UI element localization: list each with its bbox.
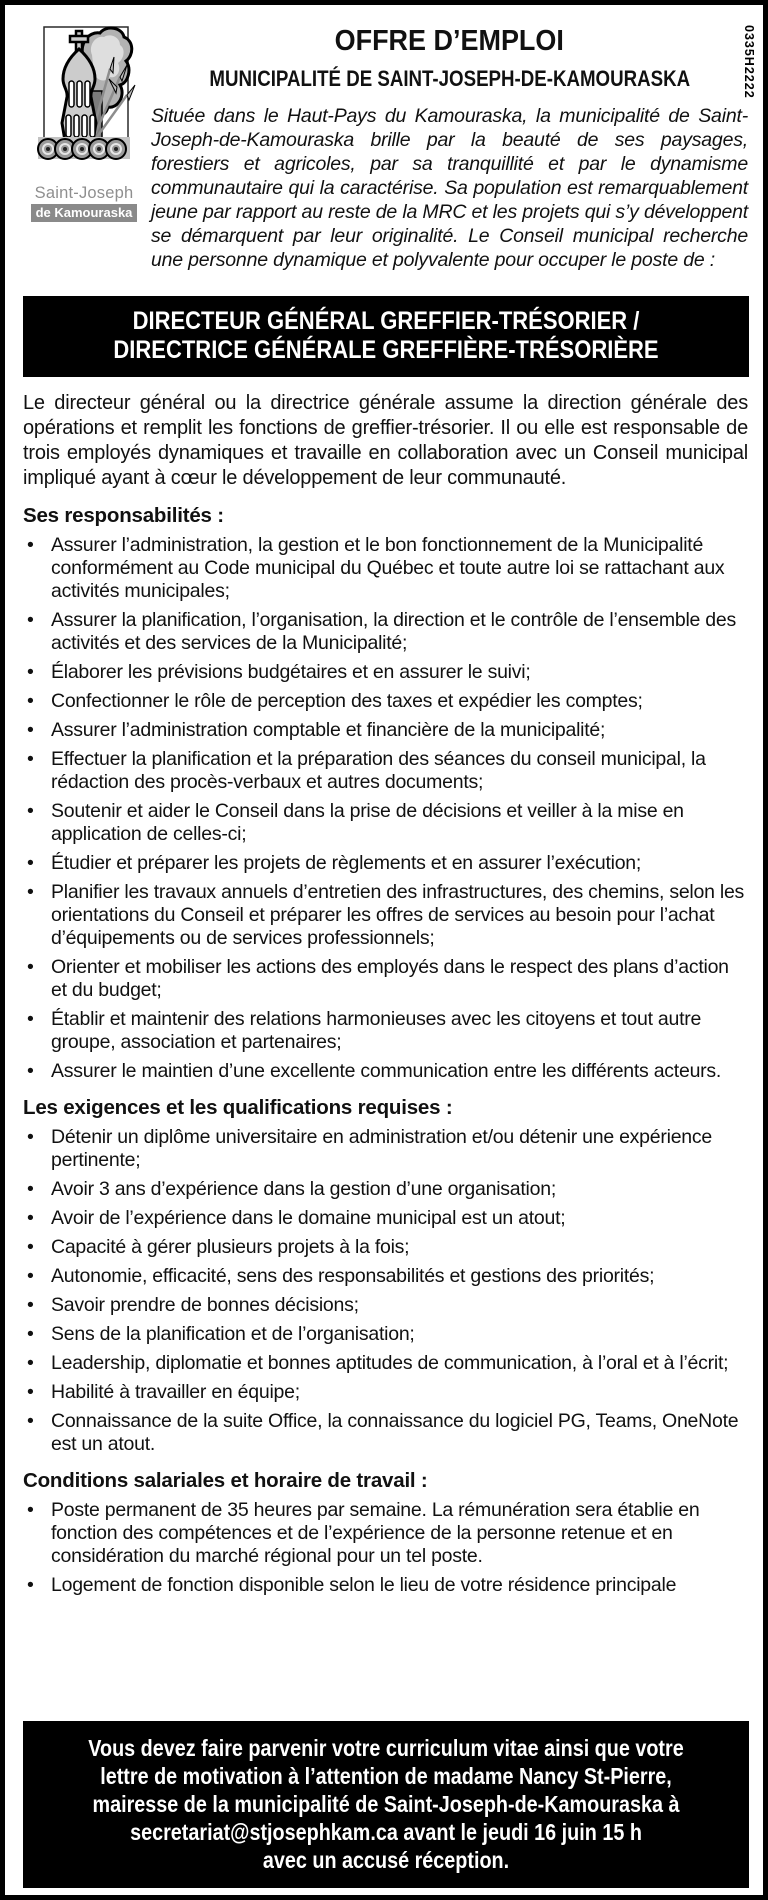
list-item-text: Leadership, diplomatie et bonnes aptitudes de communication, à l’oral et à l’écrit; — [51, 1352, 729, 1374]
bullet-icon: • — [27, 719, 34, 741]
list-item-text: Autonomie, efficacité, sens des responsabilités et gestions des priorités; — [51, 1265, 655, 1287]
list-item-text: Orienter et mobiliser les actions des employés dans le respect des plans d’action et du budget; — [51, 956, 729, 1001]
list-item-text: Soutenir et aider le Conseil dans la prise de décisions et veiller à la mise en application de celles-ci; — [51, 800, 684, 845]
bullet-icon: • — [27, 748, 34, 770]
list-item — [23, 534, 748, 603]
bullet-icon: • — [27, 1352, 34, 1374]
wave-spirals-icon — [38, 139, 126, 159]
bullet-icon: • — [27, 956, 34, 978]
bullet-icon: • — [27, 534, 34, 556]
bullet-icon: • — [27, 1236, 34, 1258]
banner-text-line: secretariat@stjosephkam.ca avant le jeudi 16 juin 15 h — [130, 1819, 642, 1845]
logo-caption-line1: Saint-Joseph — [34, 184, 134, 202]
banner-text-line: lettre de motivation à l’attention de madame Nancy St-Pierre, — [100, 1763, 672, 1789]
section — [5, 1469, 763, 1597]
header-text — [145, 25, 748, 272]
list-item-text: Capacité à gérer plusieurs projets à la fois; — [51, 1236, 410, 1258]
bullet-icon: • — [27, 1323, 34, 1345]
bullet-icon: • — [27, 1574, 34, 1596]
list-item-text: Détenir un diplôme universitaire en administration et/ou détenir une expérience pertinente; — [51, 1126, 712, 1171]
bullet-icon: • — [27, 852, 34, 874]
content-sections — [5, 504, 763, 1597]
bullet-icon: • — [27, 881, 34, 903]
bullet-icon: • — [27, 1265, 34, 1287]
bullet-list — [23, 1499, 748, 1597]
list-item — [23, 1060, 748, 1083]
list-item — [23, 852, 748, 875]
list-item — [23, 1265, 748, 1288]
bullet-icon: • — [27, 1060, 34, 1082]
ad-subtitle: MUNICIPALITÉ DE SAINT-JOSEPH-DE-KAMOURASKA — [209, 66, 690, 91]
list-item-text: Habilité à travailler en équipe; — [51, 1381, 300, 1403]
list-item — [23, 1294, 748, 1317]
list-item-text: Élaborer les prévisions budgétaires et en assurer le suivi; — [51, 661, 531, 683]
list-item — [23, 1008, 748, 1054]
list-item — [23, 719, 748, 742]
list-item-text: Étudier et préparer les projets de règlements et en assurer l’exécution; — [51, 852, 642, 874]
list-item-text: Planifier les travaux annuels d’entretien des infrastructures, des chemins, selon les orientations du Conseil et préparer les offres de services au besoin pour l’achat d’équipements ou de services professionnels; — [51, 881, 745, 949]
list-item — [23, 881, 748, 950]
ad-tracking-code: 0335H2222 — [742, 25, 756, 99]
list-item-text: Logement de fonction disponible selon le lieu de votre résidence principale — [51, 1574, 677, 1596]
list-item-text: Savoir prendre de bonnes décisions; — [51, 1294, 359, 1316]
list-item-text: Effectuer la planification et la préparation des séances du conseil municipal, la rédaction des procès-verbaux et autres documents; — [51, 748, 706, 793]
list-item — [23, 748, 748, 794]
bullet-icon: • — [27, 800, 34, 822]
list-item-text: Avoir de l’expérience dans le domaine municipal est un atout; — [51, 1207, 566, 1229]
list-item-text: Confectionner le rôle de perception des taxes et expédier les comptes; — [51, 690, 643, 712]
list-item — [23, 800, 748, 846]
list-item — [23, 1178, 748, 1201]
list-item-text: Avoir 3 ans d’expérience dans la gestion d’une organisation; — [51, 1178, 556, 1200]
bullet-list — [23, 1126, 748, 1456]
list-item — [23, 1381, 748, 1404]
list-item — [23, 1352, 748, 1375]
section-heading: Les exigences et les qualifications requises : — [23, 1096, 453, 1119]
bullet-icon: • — [27, 1126, 34, 1148]
list-item-text: Assurer la planification, l’organisation, la direction et le contrôle de l’ensemble des activités et des services de la Municipalité; — [51, 609, 736, 654]
banner-text-line: Vous devez faire parvenir votre curriculum vitae ainsi que votre — [88, 1735, 684, 1761]
list-item-text: Assurer le maintien d’une excellente communication entre les différents acteurs. — [51, 1060, 722, 1082]
section-heading: Ses responsabilités : — [23, 504, 224, 527]
list-item — [23, 1236, 748, 1259]
lead-paragraph: Le directeur général ou la directrice générale assume la direction générale des opérations et remplit les fonctions de greffier-trésorier. Il ou elle est responsable de trois employés dynamiques et travaille en collaboration avec un Conseil municipal impliqué ayant à cœur le développement de leur communauté. — [23, 392, 748, 489]
bullet-icon: • — [27, 1178, 34, 1200]
banner-text-line: avec un accusé réception. — [262, 1847, 510, 1873]
list-item-text: Établir et maintenir des relations harmonieuses avec les citoyens et tout autre groupe, association et partenaires; — [51, 1008, 702, 1053]
intro-paragraph: Située dans le Haut-Pays du Kamouraska, la municipalité de Saint-Joseph-de-Kamouraska brille par la beauté de ses paysages, forestiers et agricoles, par sa tranquillité et par le dynamisme communautaire qui la caractérise. Sa population est remarquablement jeune par rapport au reste de la MRC et les projets qui s’y développent se démarquent par leur originalité. Le Conseil municipal recherche une personne dynamique et polyvalente pour occuper le poste de : — [151, 105, 748, 271]
list-item — [23, 1499, 748, 1568]
list-item — [23, 661, 748, 684]
list-item-text: Poste permanent de 35 heures par semaine. La rémunération sera établie en fonction des compétences et de l’expérience de la personne retenue et en considération du marché régional pour un tel poste. — [51, 1499, 700, 1567]
section — [5, 504, 763, 1083]
ad-title: OFFRE D’EMPLOI — [334, 25, 565, 57]
list-item — [23, 690, 748, 713]
header — [5, 5, 763, 272]
list-item — [23, 1574, 748, 1597]
bullet-icon: • — [27, 690, 34, 712]
list-item-text: Assurer l’administration comptable et financière de la municipalité; — [51, 719, 606, 741]
banner-text-line: mairesse de la municipalité de Saint-Joseph-de-Kamouraska à — [92, 1791, 680, 1817]
bullet-icon: • — [27, 661, 34, 683]
bullet-icon: • — [27, 609, 34, 631]
bullet-icon: • — [27, 1294, 34, 1316]
bullet-icon: • — [27, 1381, 34, 1403]
list-item — [23, 1126, 748, 1172]
bullet-icon: • — [27, 1008, 34, 1030]
list-item-text: Assurer l’administration, la gestion et le bon fonctionnement de la Municipalité conformément au Code municipal du Québec et toute autre loi se rattachant aux activités municipales; — [51, 534, 725, 602]
list-item — [23, 1323, 748, 1346]
job-title-banner — [23, 296, 749, 377]
bullet-icon: • — [27, 1410, 34, 1432]
list-item — [23, 956, 748, 1002]
bullet-list — [23, 534, 748, 1083]
banner-text-line: DIRECTEUR GÉNÉRAL GREFFIER-TRÉSORIER / — [132, 307, 640, 335]
logo-caption-line2: de Kamouraska — [31, 204, 138, 222]
section-heading: Conditions salariales et horaire de travail : — [23, 1469, 428, 1492]
list-item — [23, 1207, 748, 1230]
section — [5, 1096, 763, 1456]
church-steeple-logo-icon — [32, 25, 136, 175]
bullet-icon: • — [27, 1499, 34, 1521]
list-item-text: Connaissance de la suite Office, la connaissance du logiciel PG, Teams, OneNote est un atout. — [51, 1410, 739, 1455]
list-item — [23, 1410, 748, 1456]
list-item-text: Sens de la planification et de l’organisation; — [51, 1323, 415, 1345]
list-item — [23, 609, 748, 655]
banner-text-line: DIRECTRICE GÉNÉRALE GREFFIÈRE-TRÉSORIÈRE — [113, 336, 659, 364]
application-instructions-banner — [23, 1721, 749, 1888]
bullet-icon: • — [27, 1207, 34, 1229]
municipality-logo — [23, 25, 145, 222]
